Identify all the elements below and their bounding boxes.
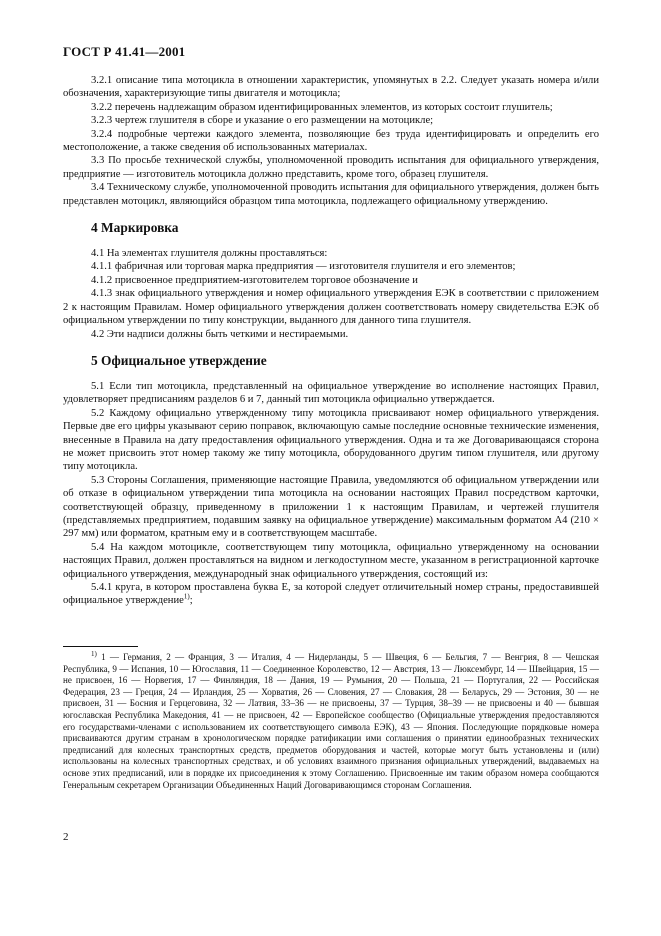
page-number: 2 [63,831,69,843]
paragraph-5-4-1-end: ; [189,595,193,607]
footnote-marker: 1) [91,649,97,658]
paragraph-5-4-1 [63,581,599,608]
paragraph-4-1-2: 4.1.2 присвоенное предприятием-изготовителем торговое обозначение и [91,274,418,286]
paragraph-4-1-3: 4.1.3 знак официального утверждения и номер официального утверждения ЕЭК в соответствии с приложением 2 к настоящим Правилам. Номер официального утверждения должен соответствовать номеру свидетельства ЕЭК об официальном утверждении по типу конструкции, выданного для данного типа глушителя. [63,288,599,327]
paragraph-3-2-3: 3.2.3 чертеж глушителя в сборе и указание о его размещении на мотоцикле; [91,115,434,127]
paragraph-5-3: 5.3 Стороны Соглашения, применяющие настоящие Правила, уведомляются об официальном утверждении или об отказе в официальном утверждении типа мотоцикла на основании настоящих Правил посредством карточки, соответствующей образцу, приведенному в приложении 1 к настоящим Правилам, и чертежей глушителя (представляемых предприятием, подавшим заявку на официальное утверждение) максимальным форматом А4 (210 × 297 мм) или форматом, кратным ему и в соответствующем масштабе. [63,474,599,540]
paragraph-3-2-4: 3.2.4 подробные чертежи каждого элемента, позволяющие без труда идентифицировать и определить его местоположение, а также сведения об использованных материалах. [63,128,599,154]
paragraph-4-1: 4.1 На элементах глушителя должны проставляться: [91,248,328,260]
paragraph-3-4: 3.4 Техническому службе, уполномоченной проводить испытания для официального утверждения, должен быть представлен мотоцикл, являющийся образцом типа мотоцикла, подлежащего официальному утверждению. [63,182,599,207]
paragraph-5-4: 5.4 На каждом мотоцикле, соответствующем типу мотоцикла, официально утвержденному на основании настоящих Правил, должен проставляться на видном и легкодоступном месте, указанном в регистрационной карточке официального утверждения, международный знак официального утверждения, состоящий из: [63,541,599,580]
paragraph-3-2-1: 3.2.1 описание типа мотоцикла в отношении характеристик, упомянутых в 2.2. Следует указать номера и/или обозначения, характеризующие типы двигателя и мотоцикла; [63,75,599,100]
section-4-heading: 4 Маркировка [91,220,179,236]
footnote-divider [63,646,138,647]
paragraph-5-2: 5.2 Каждому официально утвержденному типу мотоцикла присваивают номер официального утверждения. Первые две его цифры указывают серию поправок, включающую самые последние основные технические изменения, внесенные в Правила на дату предоставления официального утверждения. Одна и та же Договаривающаяся сторона не может присвоить этот номер такому же типу мотоцикла, оборудованного другим типом глушителя, или другому типу мотоцикла. [63,407,599,473]
paragraph-5-4-1-text: 5.4.1 круга, в котором проставлена буква Е, за которой следует отличительный номер страны, предоставившей официальное утверждение [63,582,599,607]
paragraph-3-3: 3.3 По просьбе технической службы, уполномоченной проводить испытания для официального утверждения, предприятие — изготовитель мотоцикла должно представить, кроме того, образец глушителя. [63,155,599,180]
paragraph-5-1: 5.1 Если тип мотоцикла, представленный на официальное утверждение во исполнение настоящих Правил, удовлетворяет предписаниям разделов 6 и 7, данный тип мотоцикла официально утверждается. [63,380,599,406]
document-body [63,74,599,608]
footnote [63,649,599,791]
document-header: ГОСТ Р 41.41—2001 [63,44,186,59]
footnote-reference[interactable]: 1) [183,592,190,601]
paragraph-3-2-2: 3.2.2 перечень надлежащим образом идентифицированных элементов, из которых состоит глушитель; [91,101,553,113]
paragraph-4-2: 4.2 Эти надписи должны быть четкими и нестираемыми. [91,328,349,340]
paragraph-4-1-1: 4.1.1 фабричная или торговая марка предприятия — изготовителя глушителя и его элементов; [91,261,516,273]
section-5-heading: 5 Официальное утверждение [91,352,267,368]
footnote-text: 1 — Германия, 2 — Франция, 3 — Италия, 4 — Нидерланды, 5 — Швеция, 6 — Бельгия, 7 — Венгрия, 8 — Чешская Республика, 9 — Испания, 10 — Югославия, 11 — Соединенное Королевство, 12 — Австрия, 13 — Люксембург, 14 — Швейцария, 15 — не присвоен, 16 — Норвегия, 17 — Финляндия, 18 — Дания, 19 — Румыния, 20 — Польша, 21 — Португалия, 22 — Российская Федерация, 23 — Греция, 24 — Ирландия, 25 — Хорватия, 26 — Словения, 27 — Словакия, 28 — Беларусь, 29 — Эстония, 30 — не присвоен, 31 — Босния и Герцеговина, 32 — Латвия, 33–36 — не присвоены, 37 — Турция, 38–39 — не присвоены и 40 — бывшая югославская Республика Македония, 41 — не присвоен, 42 — Европейское сообщество (Официальные утверждения предоставляются его государствами-членами с использованием их соответствующего символа ЕЭК), 43 — Япония. Последующие порядковые номера присваиваются другим странам в хронологическом порядке ратификации ими соглашения о принятии единообразных технических предписаний для колесных транспортных средств, предметов оборудования и частей, которые могут быть установлены и (или) использованы на колесных транспортных средствах, и об условиях взаимного признания официальных утверждений, выдаваемых на основе этих предписаний, или в порядке их присоединения к этому Соглашению. Присвоенные им таким образом номера сообщаются Генеральным секретарем Организации Объединенных Наций Договаривающимся сторонам Соглашения. [63,652,599,790]
